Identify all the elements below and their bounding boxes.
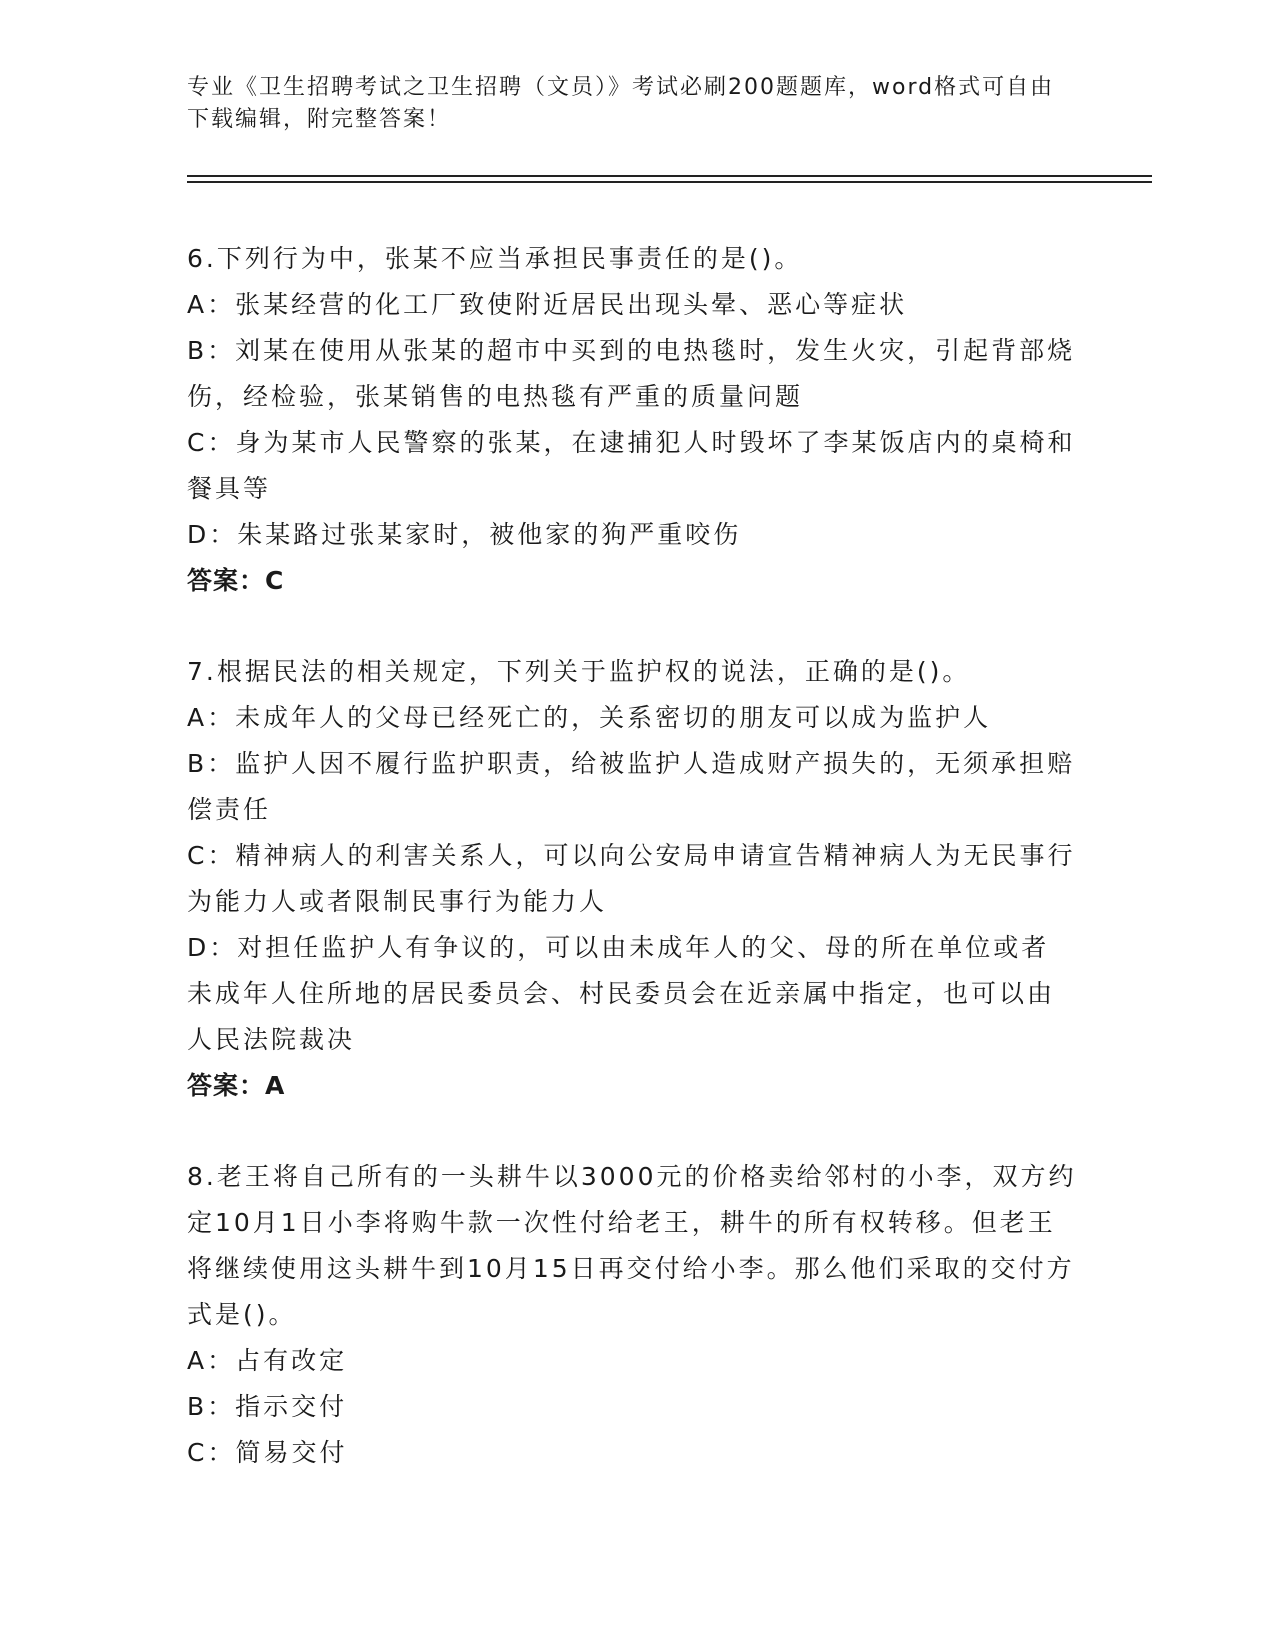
option-b: B：指示交付 bbox=[187, 1392, 348, 1421]
header-divider-top bbox=[187, 175, 1152, 177]
question-6 bbox=[187, 236, 1077, 604]
header-divider-bottom bbox=[187, 181, 1152, 183]
question-list bbox=[187, 236, 1077, 1521]
option-d: D：朱某路过张某家时，被他家的狗严重咬伤 bbox=[187, 520, 742, 549]
question-7 bbox=[187, 649, 1077, 1109]
option-a: A：未成年人的父母已经死亡的，关系密切的朋友可以成为监护人 bbox=[187, 703, 992, 732]
option-d: D：对担任监护人有争议的，可以由未成年人的父、母的所在单位或者未成年人住所地的居民委员会、村民委员会在近亲属中指定，也可以由人民法院裁决 bbox=[187, 933, 1056, 1054]
option-c: C：简易交付 bbox=[187, 1438, 348, 1467]
option-a: A：张某经营的化工厂致使附近居民出现头晕、恶心等症状 bbox=[187, 290, 908, 319]
answer-label: 答案：C bbox=[187, 566, 285, 595]
answer-label: 答案：A bbox=[187, 1071, 286, 1100]
document-header: 专业《卫生招聘考试之卫生招聘（文员）》考试必刷200题题库，word格式可自由下载编辑，附完整答案！ bbox=[187, 75, 1055, 132]
question-stem: 8.老王将自己所有的一头耕牛以3000元的价格卖给邻村的小李，双方约定10月1日小李将购牛款一次性付给老王，耕牛的所有权转移。但老王将继续使用这头耕牛到10月15日再交付给小李。那么他们采取的交付方式是()。 bbox=[187, 1162, 1077, 1329]
question-8 bbox=[187, 1154, 1077, 1476]
option-a: A：占有改定 bbox=[187, 1346, 348, 1375]
option-c: C：身为某市人民警察的张某，在逮捕犯人时毁坏了李某饭店内的桌椅和餐具等 bbox=[187, 428, 1076, 503]
option-b: B：刘某在使用从张某的超市中买到的电热毯时，发生火灾，引起背部烧伤，经检验，张某销售的电热毯有严重的质量问题 bbox=[187, 336, 1076, 411]
option-b: B：监护人因不履行监护职责，给被监护人造成财产损失的，无须承担赔偿责任 bbox=[187, 749, 1076, 824]
option-c: C：精神病人的利害关系人，可以向公安局申请宣告精神病人为无民事行为能力人或者限制民事行为能力人 bbox=[187, 841, 1076, 916]
question-stem: 6.下列行为中，张某不应当承担民事责任的是()。 bbox=[187, 244, 803, 273]
question-stem: 7.根据民法的相关规定，下列关于监护权的说法，正确的是()。 bbox=[187, 657, 971, 686]
